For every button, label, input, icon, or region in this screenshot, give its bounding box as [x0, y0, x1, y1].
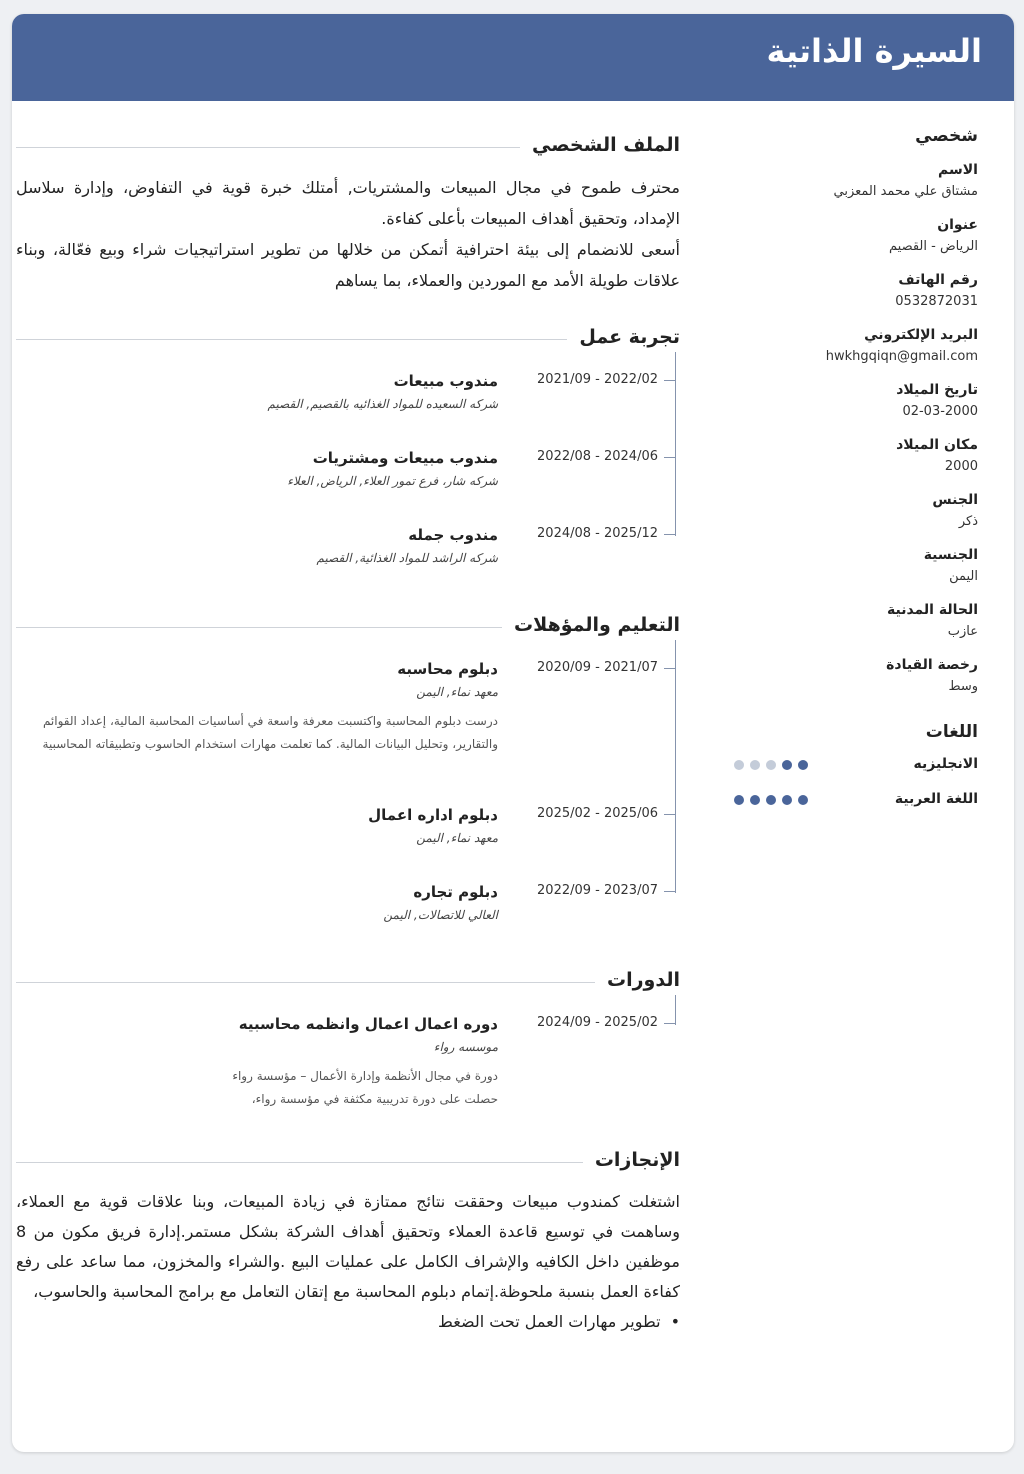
timeline-entry [16, 370, 680, 447]
timeline-tick [664, 534, 676, 535]
experience-title: تجربة عمل [567, 326, 680, 348]
personal-title: شخصي [915, 126, 978, 146]
timeline-tick [664, 668, 676, 669]
profile-paragraph-2: أسعى للانضمام إلى بيئة احترافية أتمكن من خلالها من تطوير استراتيجيات شراء وبيع فعّالة، وبناء علاقات طويلة الأمد مع الموردين والعملاء، بما يساهم [16, 240, 680, 290]
timeline-tick [664, 380, 676, 381]
achievements-bullets [16, 1307, 680, 1337]
entry-title: دبلوم تجاره [413, 883, 498, 901]
entry-body [16, 804, 498, 850]
entry-body [16, 447, 498, 493]
timeline-entry [16, 447, 680, 524]
entry-date: 2021/09 - 2022/02 [537, 372, 658, 387]
education-timeline [16, 658, 680, 943]
field-label: الاسم [938, 162, 978, 178]
education-title: التعليم والمؤهلات [502, 614, 680, 636]
field-value: مشتاق علي محمد المعزبي [833, 184, 978, 199]
entry-title: دبلوم محاسبه [397, 660, 498, 678]
personal-field [718, 600, 978, 643]
field-label: تاريخ الميلاد [896, 382, 978, 398]
timeline-entry [16, 881, 680, 943]
courses-timeline [16, 1013, 680, 1137]
experience-timeline [16, 370, 680, 586]
language-name: الانجليزيه [913, 756, 978, 772]
entry-description-2: حصلت على دورة تدريبية مكثفة في مؤسسة رواء، [251, 1092, 498, 1106]
entry-subtitle: معهد نماء, اليمن [416, 685, 498, 699]
sidebar [718, 126, 978, 826]
entry-body [16, 524, 498, 570]
languages-title: اللغات [925, 722, 978, 742]
field-value: ذكر [958, 514, 978, 529]
personal-field [718, 655, 978, 698]
resume-card [12, 14, 1014, 1452]
header-bar [12, 14, 1014, 101]
entry-title: مندوب جمله [408, 526, 498, 544]
field-value: 02-03-2000 [902, 404, 978, 419]
section-divider [16, 1162, 680, 1163]
personal-field [718, 325, 978, 368]
entry-description: درست دبلوم المحاسبة واكتسبت معرفة واسعة في أساسيات المحاسبة المالية، إعداد القوائم والتقارير، وتحليل البيانات المالية. كما تعلمت مهارات استخدام الحاسوب وتطبيقاته المحاسبية [42, 714, 498, 751]
timeline-entry [16, 804, 680, 881]
entry-body [16, 1013, 498, 1111]
profile-paragraph-1: محترف طموح في مجال المبيعات والمشتريات, أمتلك خبرة قوية في التفاوض، وإدارة سلاسل الإمداد، وتحقيق أهداف المبيعات بأعلى كفاءة. [16, 178, 680, 228]
entry-title: مندوب مبيعات ومشتريات [312, 449, 498, 467]
level-dot-filled [766, 795, 776, 805]
entry-subtitle: معهد نماء, اليمن [416, 831, 498, 845]
field-label: الحالة المدنية [886, 602, 978, 618]
timeline-tick [664, 814, 676, 815]
entry-date: 2024/08 - 2025/12 [537, 526, 658, 541]
language-name: اللغة العربية [894, 791, 978, 807]
achievement-bullet: • تطوير مهارات العمل تحت الضغط [16, 1307, 680, 1337]
entry-subtitle: شركه السعيده للمواد الغذائيه بالقصيم, القصيم [267, 397, 498, 411]
entry-title: دوره اعمال اعمال وانظمه محاسبيه [238, 1015, 498, 1033]
entry-subtitle: شركه الراشد للمواد الغذائية, القصيم [316, 551, 498, 565]
level-dot-filled [798, 760, 808, 770]
entry-body [16, 881, 498, 927]
field-value: وسط [948, 679, 978, 694]
entry-subtitle: العالي للاتصالات, اليمن [383, 908, 498, 922]
entry-title: دبلوم اداره اعمال [368, 806, 498, 824]
language-level-dots [734, 795, 808, 805]
entry-body [16, 370, 498, 416]
field-label: مكان الميلاد [896, 437, 978, 453]
field-value: عازب [947, 624, 978, 639]
field-label: عنوان [937, 217, 978, 233]
personal-fields [718, 160, 978, 698]
personal-field [718, 380, 978, 423]
entry-date: 2020/09 - 2021/07 [537, 660, 658, 675]
achievements-title: الإنجازات [583, 1149, 680, 1171]
timeline-entry [16, 524, 680, 586]
entry-subtitle: شركه شار، فرع تمور العلاء, الرياض, العلاء [287, 474, 498, 488]
main-column [16, 134, 680, 1337]
experience-section-head [16, 326, 680, 356]
timeline-entry [16, 1013, 680, 1137]
field-label: الجنس [932, 492, 978, 508]
field-label: رقم الهاتف [898, 272, 978, 288]
personal-field [718, 490, 978, 533]
field-value: الرياض - القصيم [889, 239, 978, 254]
entry-date: 2024/09 - 2025/02 [537, 1015, 658, 1030]
courses-title: الدورات [595, 969, 680, 991]
entry-subtitle: موسسه رواء [433, 1040, 498, 1054]
personal-field [718, 215, 978, 258]
field-value: اليمن [949, 569, 978, 584]
personal-field [718, 160, 978, 203]
entry-date: 2022/09 - 2023/07 [537, 883, 658, 898]
profile-title: الملف الشخصي [520, 134, 680, 156]
entry-title: مندوب مبيعات [393, 372, 498, 390]
field-value: 0532872031 [895, 294, 978, 309]
language-row [718, 756, 978, 791]
level-dot-empty [766, 760, 776, 770]
personal-field [718, 270, 978, 313]
timeline-tick [664, 1023, 676, 1024]
timeline-tick [664, 891, 676, 892]
field-label: البريد الإلكتروني [864, 327, 978, 343]
field-value: hwkhgqiqn@gmail.com [825, 349, 978, 364]
level-dot-empty [734, 760, 744, 770]
achievements-section-head [16, 1149, 680, 1179]
language-level-dots [734, 760, 808, 770]
field-label: الجنسية [923, 547, 978, 563]
field-label: رخصة القيادة [886, 657, 978, 673]
profile-section-head [16, 134, 680, 164]
section-divider [16, 982, 680, 983]
level-dot-filled [782, 795, 792, 805]
level-dot-filled [782, 760, 792, 770]
entry-body [16, 658, 498, 756]
timeline-tick [664, 457, 676, 458]
languages-list [718, 756, 978, 826]
entry-description-1: دورة في مجال الأنظمة وإدارة الأعمال – مؤسسة رواء [232, 1069, 498, 1083]
page-title: السيرة الذاتية [766, 32, 982, 70]
field-value: 2000 [944, 459, 978, 474]
achievements-paragraph: اشتغلت كمندوب مبيعات وحققت نتائج ممتازة في زيادة المبيعات، وبنا علاقات قوية مع العملاء، وساهمت في توسيع قاعدة العملاء وتحقيق أهداف الشركة بشكل مستمر.إدارة فريق مكون من 8 موظفين داخل الكافيه والإشراف الكامل على عمليات البيع .والشراء والمخزون، مما ساعد على رفع كفاءة العمل بنسبة ملحوظة.إتمام دبلوم المحاسبة مع إتقان التعامل مع برامج المحاسبة والحاسوب، [16, 1192, 680, 1301]
level-dot-filled [734, 795, 744, 805]
personal-field [718, 545, 978, 588]
level-dot-filled [798, 795, 808, 805]
personal-field [718, 435, 978, 478]
level-dot-empty [750, 760, 760, 770]
education-section-head [16, 614, 680, 644]
timeline-entry [16, 658, 680, 804]
courses-section-head [16, 969, 680, 999]
language-row [718, 791, 978, 826]
level-dot-filled [750, 795, 760, 805]
entry-date: 2025/02 - 2025/06 [537, 806, 658, 821]
entry-date: 2022/08 - 2024/06 [537, 449, 658, 464]
